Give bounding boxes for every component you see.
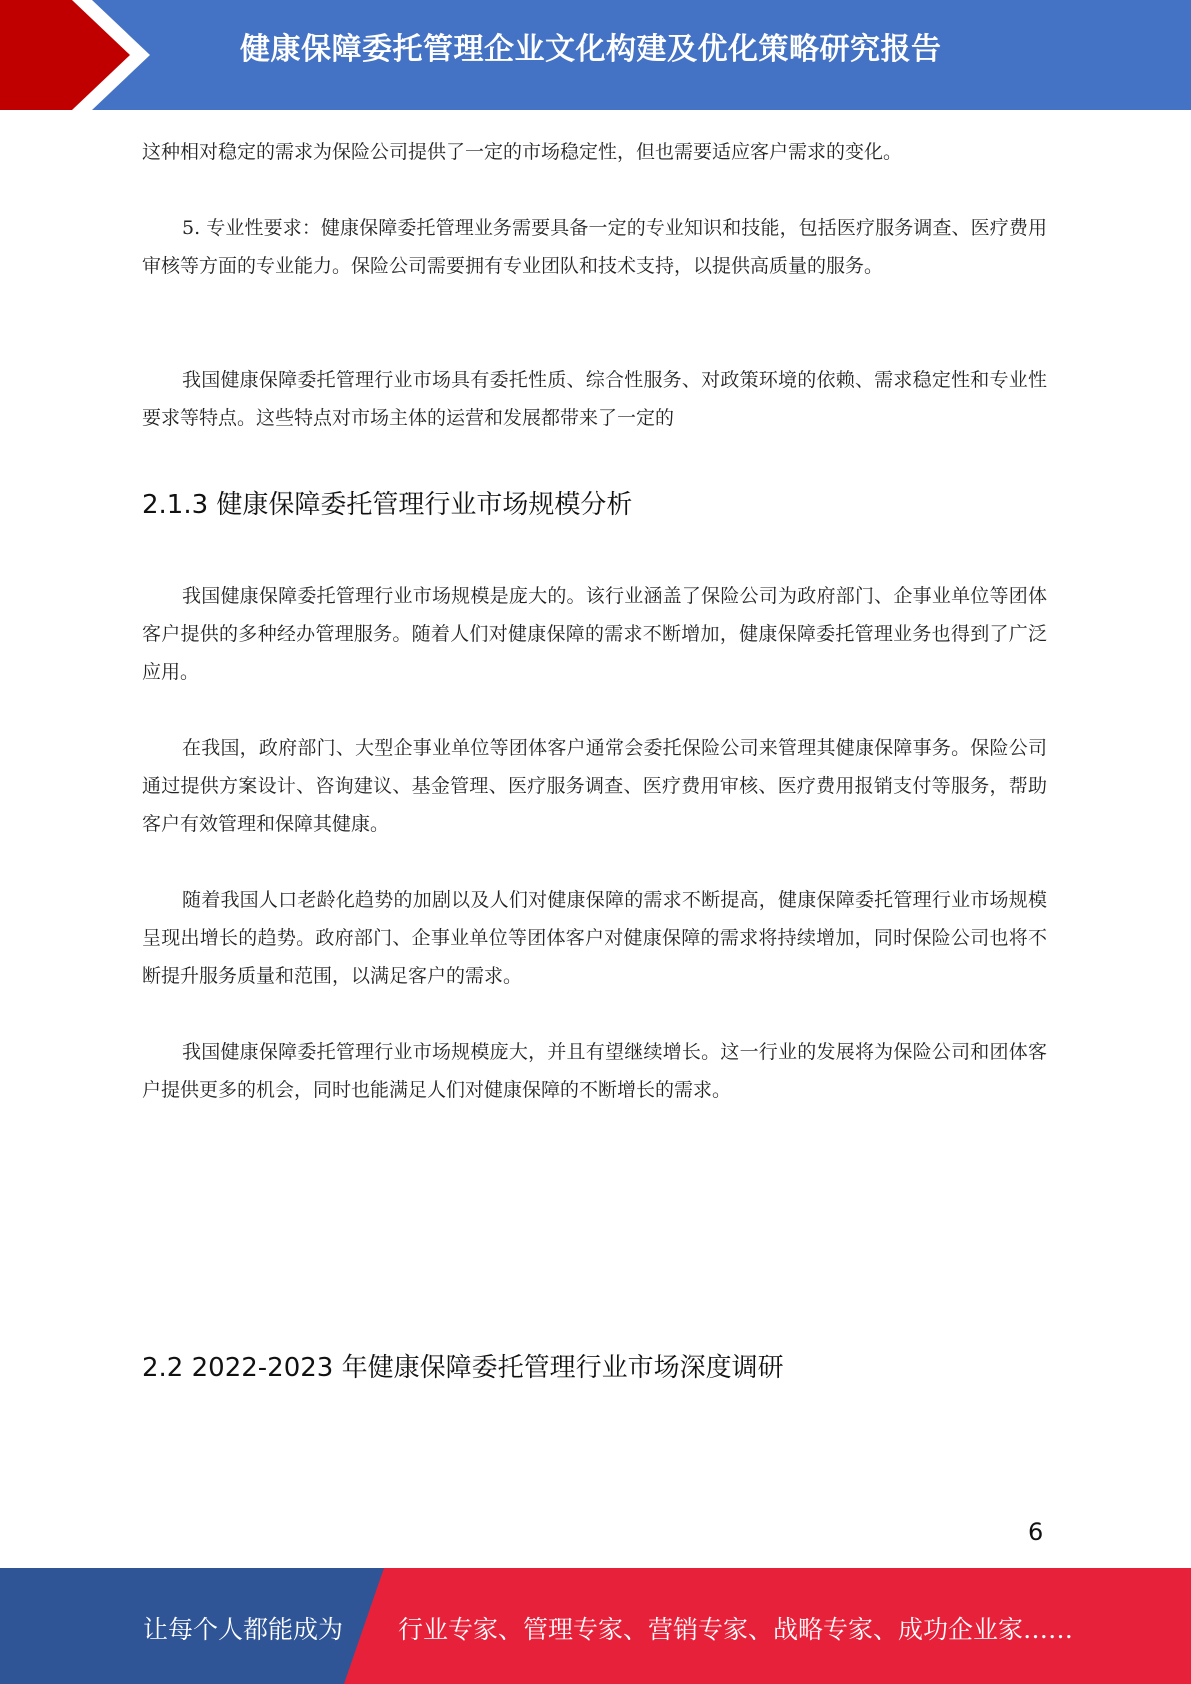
footer-slogan-left: 让每个人都能成为 <box>143 1615 344 1644</box>
footer-slogan-right: 行业专家、管理专家、营销专家、战略专家、成功企业家…… <box>398 1615 1074 1644</box>
page-header <box>0 0 1191 110</box>
paragraph-outlook: 我国健康保障委托管理行业市场规模庞大，并且有望继续增长。这一行业的发展将为保险公司和团体客户提供更多的机会，同时也能满足人们对健康保障的不断增长的需求。 <box>142 1041 1047 1101</box>
document-title: 健康保障委托管理企业文化构建及优化策略研究报告 <box>240 32 942 67</box>
page-footer <box>0 1568 1191 1684</box>
paragraph-growth-trend: 随着我国人口老龄化趋势的加剧以及人们对健康保障的需求不断提高，健康保障委托管理行业市场规模呈现出增长的趋势。政府部门、企事业单位等团体客户对健康保障的需求将持续增加，同时保险公司也将不断提升服务质量和范围，以满足客户的需求。 <box>142 889 1047 987</box>
page-number: 6 <box>1028 1518 1044 1546</box>
paragraph-continuation: 这种相对稳定的需求为保险公司提供了一定的市场稳定性，但也需要适应客户需求的变化。 <box>142 141 903 163</box>
paragraph-market-scale: 我国健康保障委托管理行业市场规模是庞大的。该行业涵盖了保险公司为政府部门、企事业单位等团体客户提供的多种经办管理服务。随着人们对健康保障的需求不断增加，健康保障委托管理业务也得到了广泛应用。 <box>142 585 1047 683</box>
paragraph-professional-requirement: 5. 专业性要求：健康保障委托管理业务需要具备一定的专业知识和技能，包括医疗服务调查、医疗费用审核等方面的专业能力。保险公司需要拥有专业团队和技术支持，以提供高质量的服务。 <box>142 217 1047 277</box>
section-heading-2-2: 2.2 2022-2023 年健康保障委托管理行业市场深度调研 <box>142 1353 784 1383</box>
paragraph-entrust-insurers: 在我国，政府部门、大型企事业单位等团体客户通常会委托保险公司来管理其健康保障事务。保险公司通过提供方案设计、咨询建议、基金管理、医疗服务调查、医疗费用审核、医疗费用报销支付等服务，帮助客户有效管理和保障其健康。 <box>142 737 1047 835</box>
section-heading-2-1-3: 2.1.3 健康保障委托管理行业市场规模分析 <box>142 490 633 520</box>
paragraph-market-features-summary: 我国健康保障委托管理行业市场具有委托性质、综合性服务、对政策环境的依赖、需求稳定性和专业性要求等特点。这些特点对市场主体的运营和发展都带来了一定的 <box>142 369 1047 429</box>
